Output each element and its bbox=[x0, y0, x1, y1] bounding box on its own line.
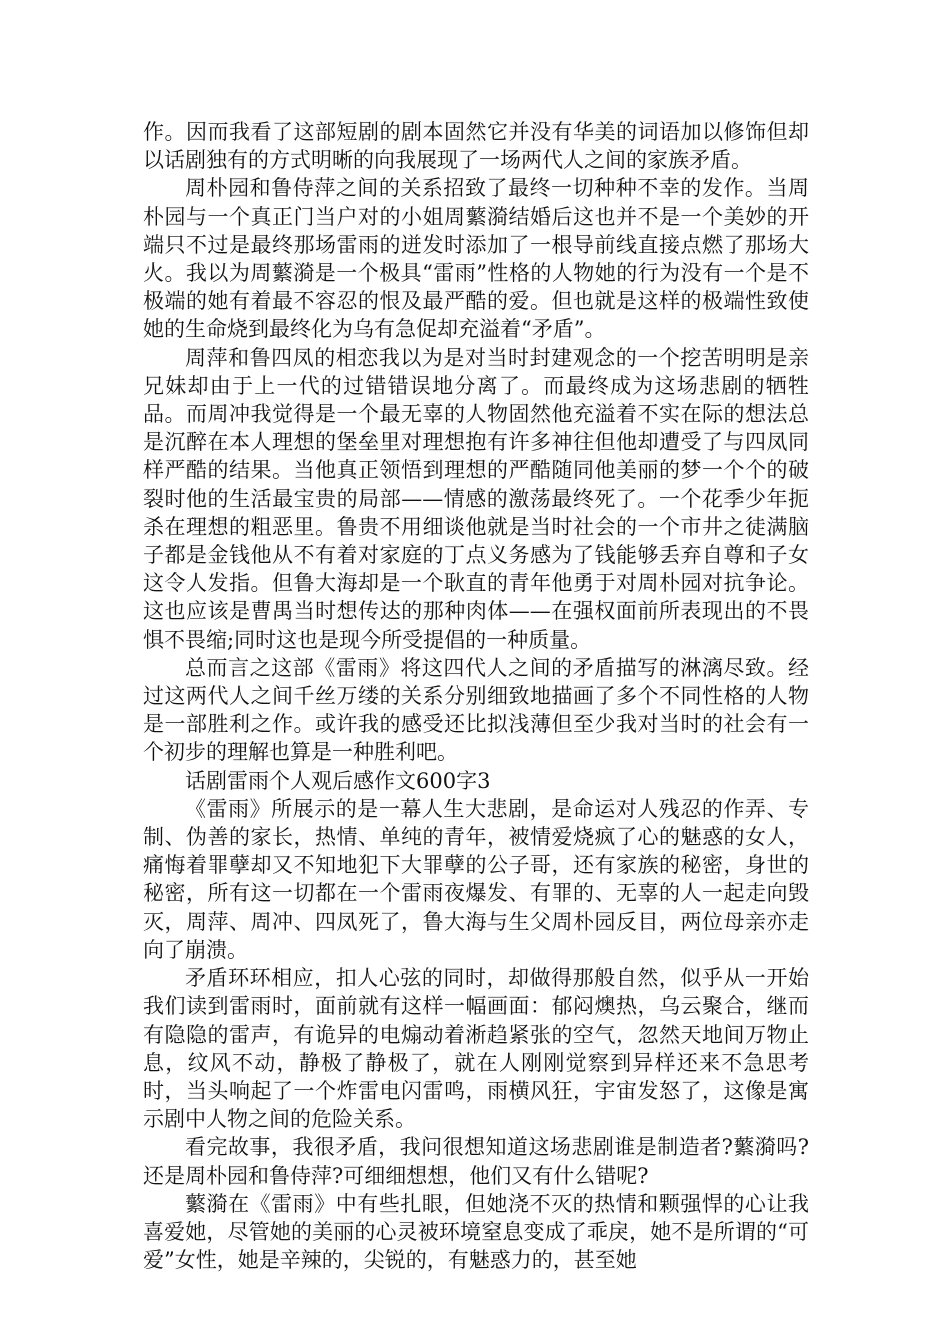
section-heading: 话剧雷雨个人观后感作文600字3 bbox=[185, 768, 491, 793]
document-page bbox=[143, 118, 809, 1274]
paragraph: 《雷雨》所展示的是一幕人生大悲剧，是命运对人残忍的作弄、专制、伪善的家长，热情、单纯的青年，被情爱烧疯了心的魅惑的女人，痛悔着罪孽却又不知地犯下大罪孽的公子哥，还有家族的秘密，身世的秘密，所有这一切都在一个雷雨夜爆发、有罪的、无辜的人一起走向毁灭，周萍、周冲、四凤死了，鲁大海与生父周朴园反目，两位母亲亦走向了崩溃。 bbox=[143, 796, 809, 962]
paragraph: 周萍和鲁四凤的相恋我以为是对当时封建观念的一个挖苦明明是亲兄妹却由于上一代的过错错误地分离了。而最终成为这场悲剧的牺牲品。而周冲我觉得是一个最无辜的人物固然他充溢着不实在际的想法总是沉醉在本人理想的堡垒里对理想抱有许多神往但他却遭受了与四凤同样严酷的结果。当他真正领悟到理想的严酷随同他美丽的梦一个个的破裂时他的生活最宝贵的局部——情感的激荡最终死了。一个花季少年扼杀在理想的粗恶里。鲁贵不用细谈他就是当时社会的一个市井之徒满脑子都是金钱他从不有着对家庭的丁点义务感为了钱能够丢弃自尊和子女这令人发指。但鲁大海却是一个耿直的青年他勇于对周朴园对抗争论。这也应该是曹禺当时想传达的那种肉体——在强权面前所表现出的不畏惧不畏缩;同时这也是现今所受提倡的一种质量。 bbox=[143, 345, 809, 652]
paragraph-continued: 作。因而我看了这部短剧的剧本固然它并没有华美的词语加以修饰但却以话剧独有的方式明晰的向我展现了一场两代人之间的家族矛盾。 bbox=[143, 120, 809, 173]
paragraph: 看完故事，我很矛盾，我问很想知道这场悲剧谁是制造者?蘩漪吗?还是周朴园和鲁侍萍?可细细想想，他们又有什么错呢? bbox=[143, 1135, 809, 1188]
paragraph: 矛盾环环相应，扣人心弦的同时，却做得那般自然，似乎从一开始我们读到雷雨时，面前就有这样一幅画面：郁闷燠热，乌云聚合，继而有隐隐的雷声，有诡异的电煽动着淅趋紧张的空气，忽然天地间万物止息，纹风不动，静极了静极了，就在人刚刚觉察到异样还来不急思考时，当头响起了一个炸雷电闪雷鸣，雨横风狂，宇宙发怒了，这像是寓示剧中人物之间的危险关系。 bbox=[143, 966, 809, 1132]
paragraph: 总而言之这部《雷雨》将这四代人之间的矛盾描写的淋漓尽致。经过这两代人之间千丝万缕的关系分别细致地描画了多个不同性格的人物是一部胜利之作。或许我的感受还比拟浅薄但至少我对当时的社会有一个初步的理解也算是一种胜利吧。 bbox=[143, 655, 809, 765]
paragraph: 周朴园和鲁侍萍之间的关系招致了最终一切种种不幸的发作。当周朴园与一个真正门当户对的小姐周蘩漪结婚后这也并不是一个美妙的开端只不过是最终那场雷雨的迸发时添加了一根导前线直接点燃了那场大火。我以为周蘩漪是一个极具“雷雨”性格的人物她的行为没有一个是不极端的她有着最不容忍的恨及最严酷的爱。但也就是这样的极端性致使她的生命烧到最终化为乌有急促却充溢着“矛盾”。 bbox=[143, 176, 809, 342]
paragraph: 蘩漪在《雷雨》中有些扎眼，但她浇不灭的热情和颗强悍的心让我喜爱她，尽管她的美丽的心灵被环境窒息变成了乖戾，她不是所谓的“可爱”女性，她是辛辣的，尖锐的，有魅惑力的，甚至她 bbox=[143, 1191, 809, 1273]
